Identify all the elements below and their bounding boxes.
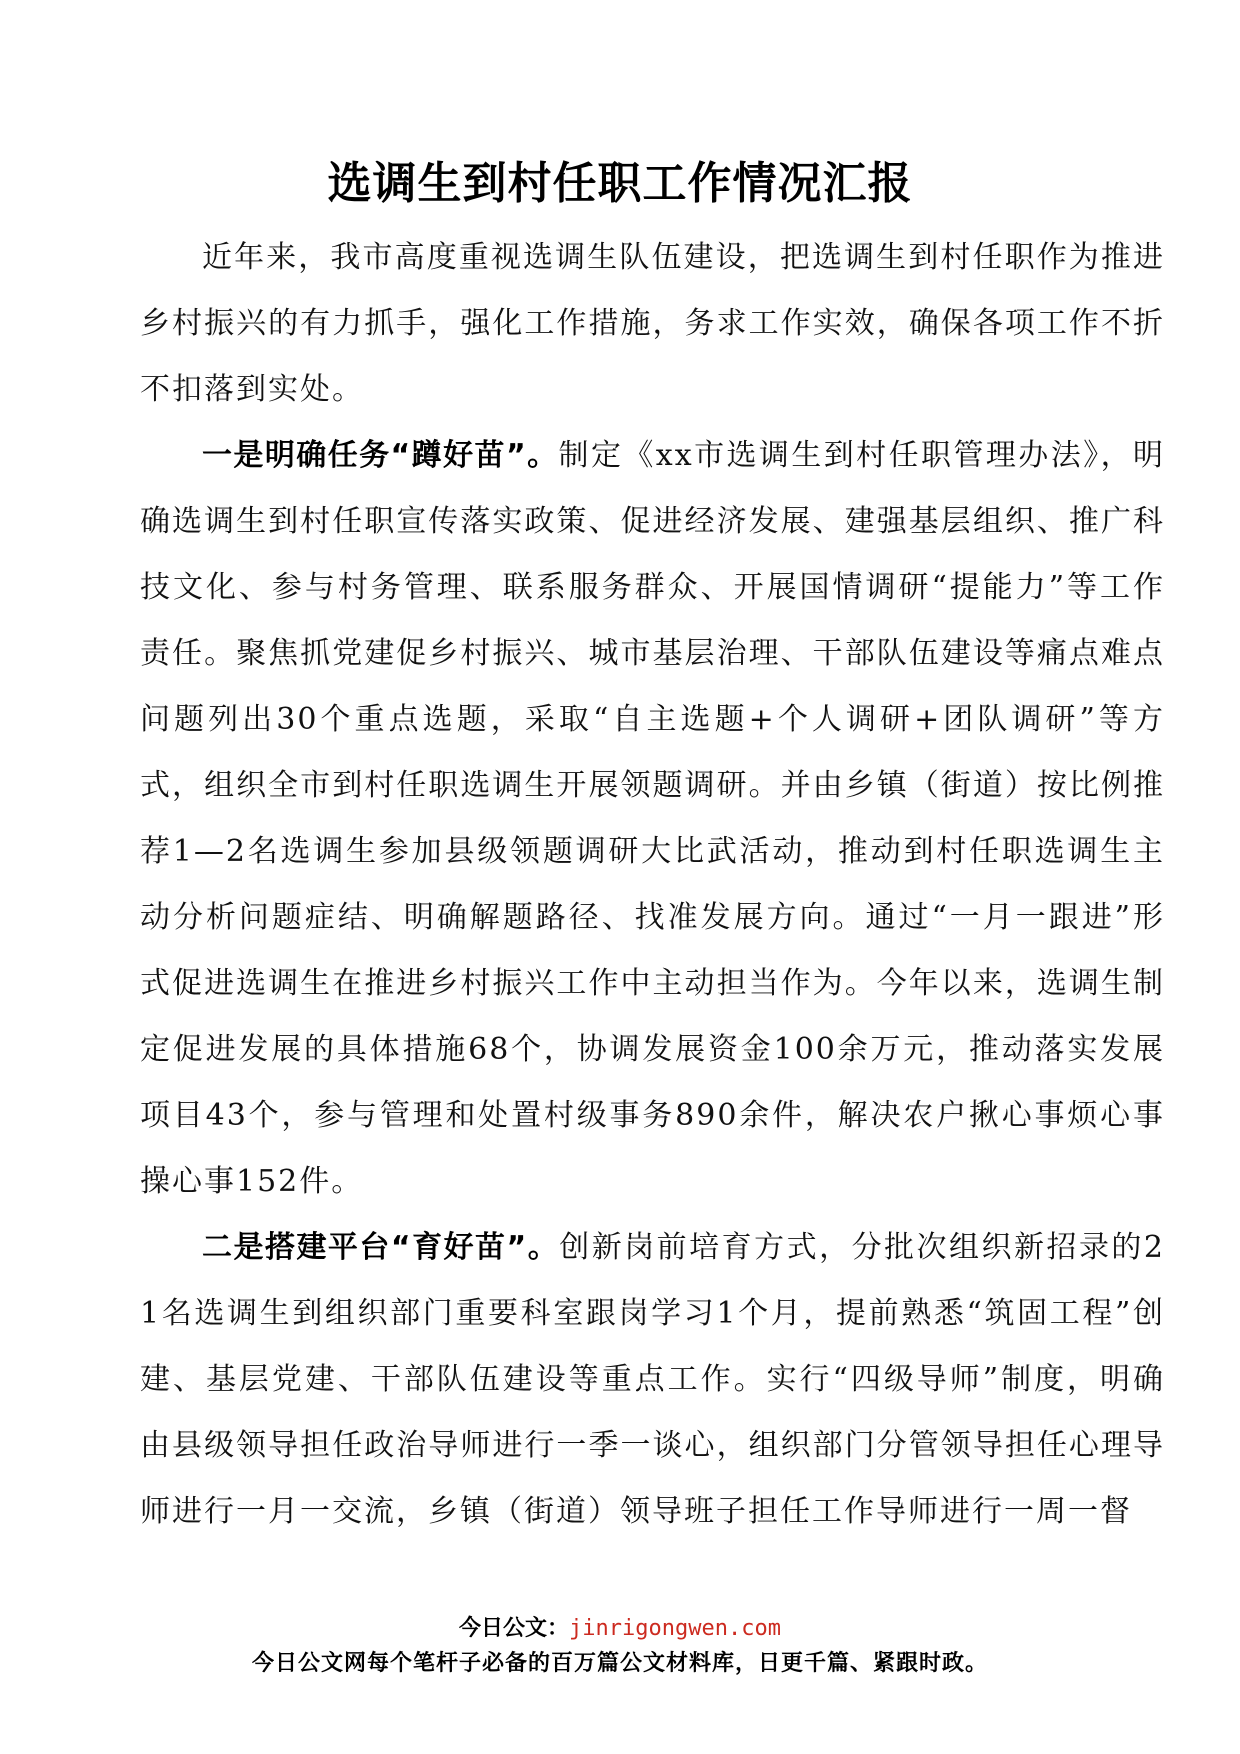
paragraph-section-one [140,423,1165,1215]
paragraph-intro-text: 近年来，我市高度重视选调生队伍建设，把选调生到村任职作为推进乡村振兴的有力抓手，强化工作措施，务求工作实效，确保各项工作不折不扣落到实处。 [140,240,1165,407]
section-two-heading: 二是搭建平台“育好苗”。 [202,1230,560,1265]
footer-label: 今日公文： [459,1616,570,1641]
section-two-text: 创新岗前培育方式，分批次组织新招录的21名选调生到组织部门重要科室跟岗学习1个月，提前熟悉“筑固工程”创建、基层党建、干部队伍建设等重点工作。实行“四级导师”制度，明确由县级领导担任政治导师进行一季一谈心，组织部门分管领导担任心理导师进行一月一交流，乡镇（街道）领导班子担任工作导师进行一周一督 [140,1230,1166,1529]
footer-tagline: 今日公文网每个笔杆子必备的百万篇公文材料库，日更千篇、紧跟时政。 [251,1651,988,1676]
footer-watermark [0,1612,1240,1682]
footer-domain-link[interactable]: jinrigongwen.com [569,1616,781,1641]
document-title: 选调生到村任职工作情况汇报 [327,158,913,210]
document-body [140,225,1165,1545]
paragraph-intro [140,225,1165,423]
section-one-heading: 一是明确任务“蹲好苗”。 [202,438,559,473]
section-one-text: 制定《xx市选调生到村任职管理办法》，明确选调生到村任职宣传落实政策、促进经济发展、建强基层组织、推广科技文化、参与村务管理、联系服务群众、开展国情调研“提能力”等工作责任。聚焦抓党建促乡村振兴、城市基层治理、干部队伍建设等痛点难点问题列出30个重点选题，采取“自主选题+个人调研+团队调研”等方式，组织全市到村任职选调生开展领题调研。并由乡镇（街道）按比例推荐1—2名选调生参加县级领题调研大比武活动，推动到村任职选调生主动分析问题症结、明确解题路径、找准发展方向。通过“一月一跟进”形式促进选调生在推进乡村振兴工作中主动担当作为。今年以来，选调生制定促进发展的具体措施68个，协调发展资金100余万元，推动落实发展项目43个，参与管理和处置村级事务890余件，解决农户揪心事烦心事操心事152件。 [140,438,1165,1199]
footer-source-line [0,1612,1240,1646]
paragraph-section-two [140,1215,1165,1545]
